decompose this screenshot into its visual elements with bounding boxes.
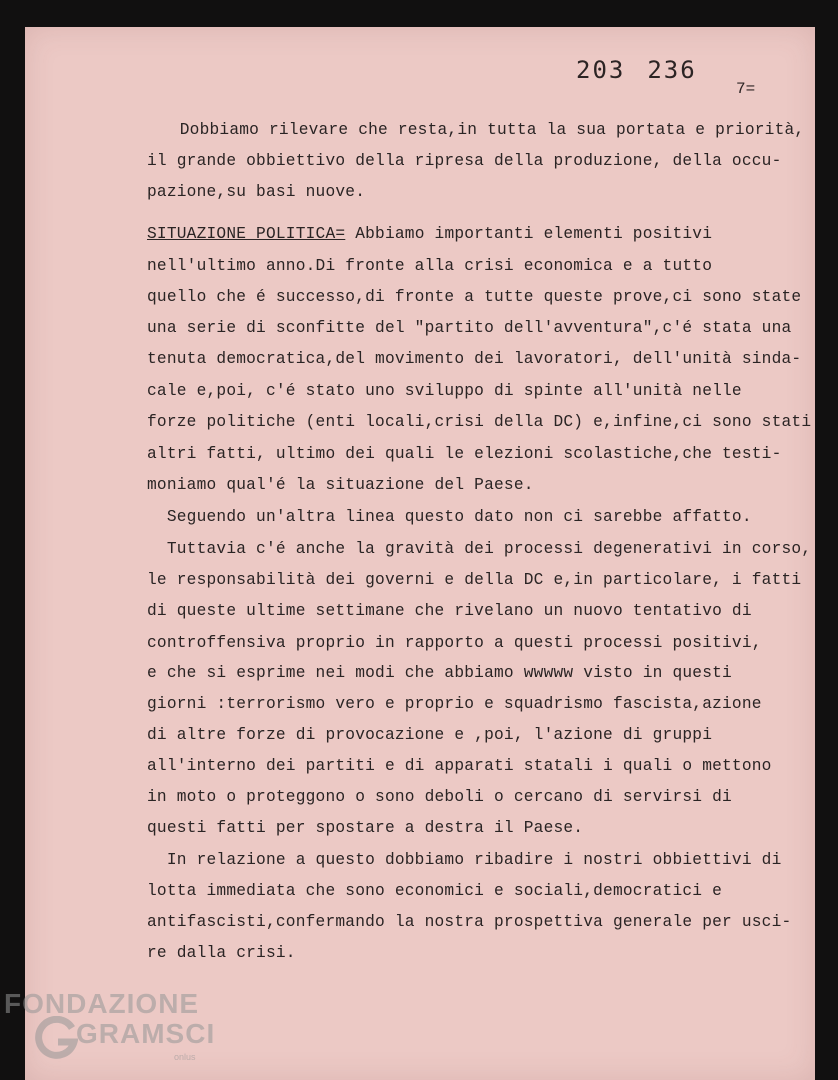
- text-line: re dalla crisi.: [147, 944, 296, 962]
- text-line: In relazione a questo dobbiamo ribadire i nostri obbiettivi di: [147, 851, 782, 869]
- text-line: questi fatti per spostare a destra il Paese.: [147, 819, 584, 837]
- section-paragraph: [147, 225, 712, 243]
- text-line: il grande obbiettivo della ripresa della produzione, della occu-: [147, 152, 782, 170]
- text-line: e che si esprime nei modi che abbiamo wwwww visto in questi: [147, 664, 732, 682]
- gramsci-logo-icon: [34, 1016, 78, 1060]
- text-line: le responsabilità dei governi e della DC e,in particolare, i fatti: [147, 571, 802, 589]
- text-line: tenuta democratica,del movimento dei lavoratori, dell'unità sinda-: [147, 350, 802, 368]
- text-line: quello che é successo,di fronte a tutte queste prove,ci sono state: [147, 288, 802, 306]
- fondazione-gramsci-watermark: [4, 988, 214, 1078]
- text-line: antifascisti,confermando la nostra prospettiva generale per usci-: [147, 913, 792, 931]
- text-line: forze politiche (enti locali,crisi della DC) e,infine,ci sono stati: [147, 413, 812, 431]
- text-line: cale e,poi, c'é stato uno sviluppo di spinte all'unità nelle: [147, 382, 742, 400]
- text-line: controffensiva proprio in rapporto a questi processi positivi,: [147, 634, 762, 652]
- text-line: Dobbiamo rilevare che resta,in tutta la sua portata e priorità,: [150, 121, 805, 139]
- text-line: giorni :terrorismo vero e proprio e squadrismo fascista,azione: [147, 695, 762, 713]
- text-line: all'interno dei partiti e di apparati statali i quali o mettono: [147, 757, 772, 775]
- text-line: Tuttavia c'é anche la gravità dei processi degenerativi in corso,: [147, 540, 812, 558]
- text-line: altri fatti, ultimo dei quali le elezioni scolastiche,che testi-: [147, 445, 782, 463]
- watermark-line1: FONDAZIONE: [4, 988, 200, 1019]
- text-line: di queste ultime settimane che rivelano un nuovo tentativo di: [147, 602, 752, 620]
- text-line: pazione,su basi nuove.: [147, 183, 366, 201]
- text-line: lotta immediata che sono economici e sociali,democratici e: [147, 882, 723, 900]
- sheet-number: 7=: [736, 80, 756, 98]
- text-line: Abbiamo importanti elementi positivi: [345, 225, 713, 243]
- text-line: una serie di sconfitte del "partito dell'avventura",c'é stata una: [147, 319, 792, 337]
- text-line: di altre forze di provocazione e ,poi, l'azione di gruppi: [147, 726, 713, 744]
- section-heading: SITUAZIONE POLITICA=: [147, 225, 346, 243]
- text-line: Seguendo un'altra linea questo dato non ci sarebbe affatto.: [147, 508, 752, 526]
- text-line: moniamo qual'é la situazione del Paese.: [147, 476, 534, 494]
- page-number-1: 203: [576, 56, 626, 84]
- text-line: nell'ultimo anno.Di fronte alla crisi economica e a tutto: [147, 257, 713, 275]
- page-numbers: [576, 56, 719, 84]
- page-number-2: 236: [647, 56, 697, 84]
- watermark-small: onlus: [174, 1052, 196, 1062]
- watermark-line2: GRAMSCI: [76, 1018, 216, 1049]
- text-line: in moto o proteggono o sono deboli o cercano di servirsi di: [147, 788, 732, 806]
